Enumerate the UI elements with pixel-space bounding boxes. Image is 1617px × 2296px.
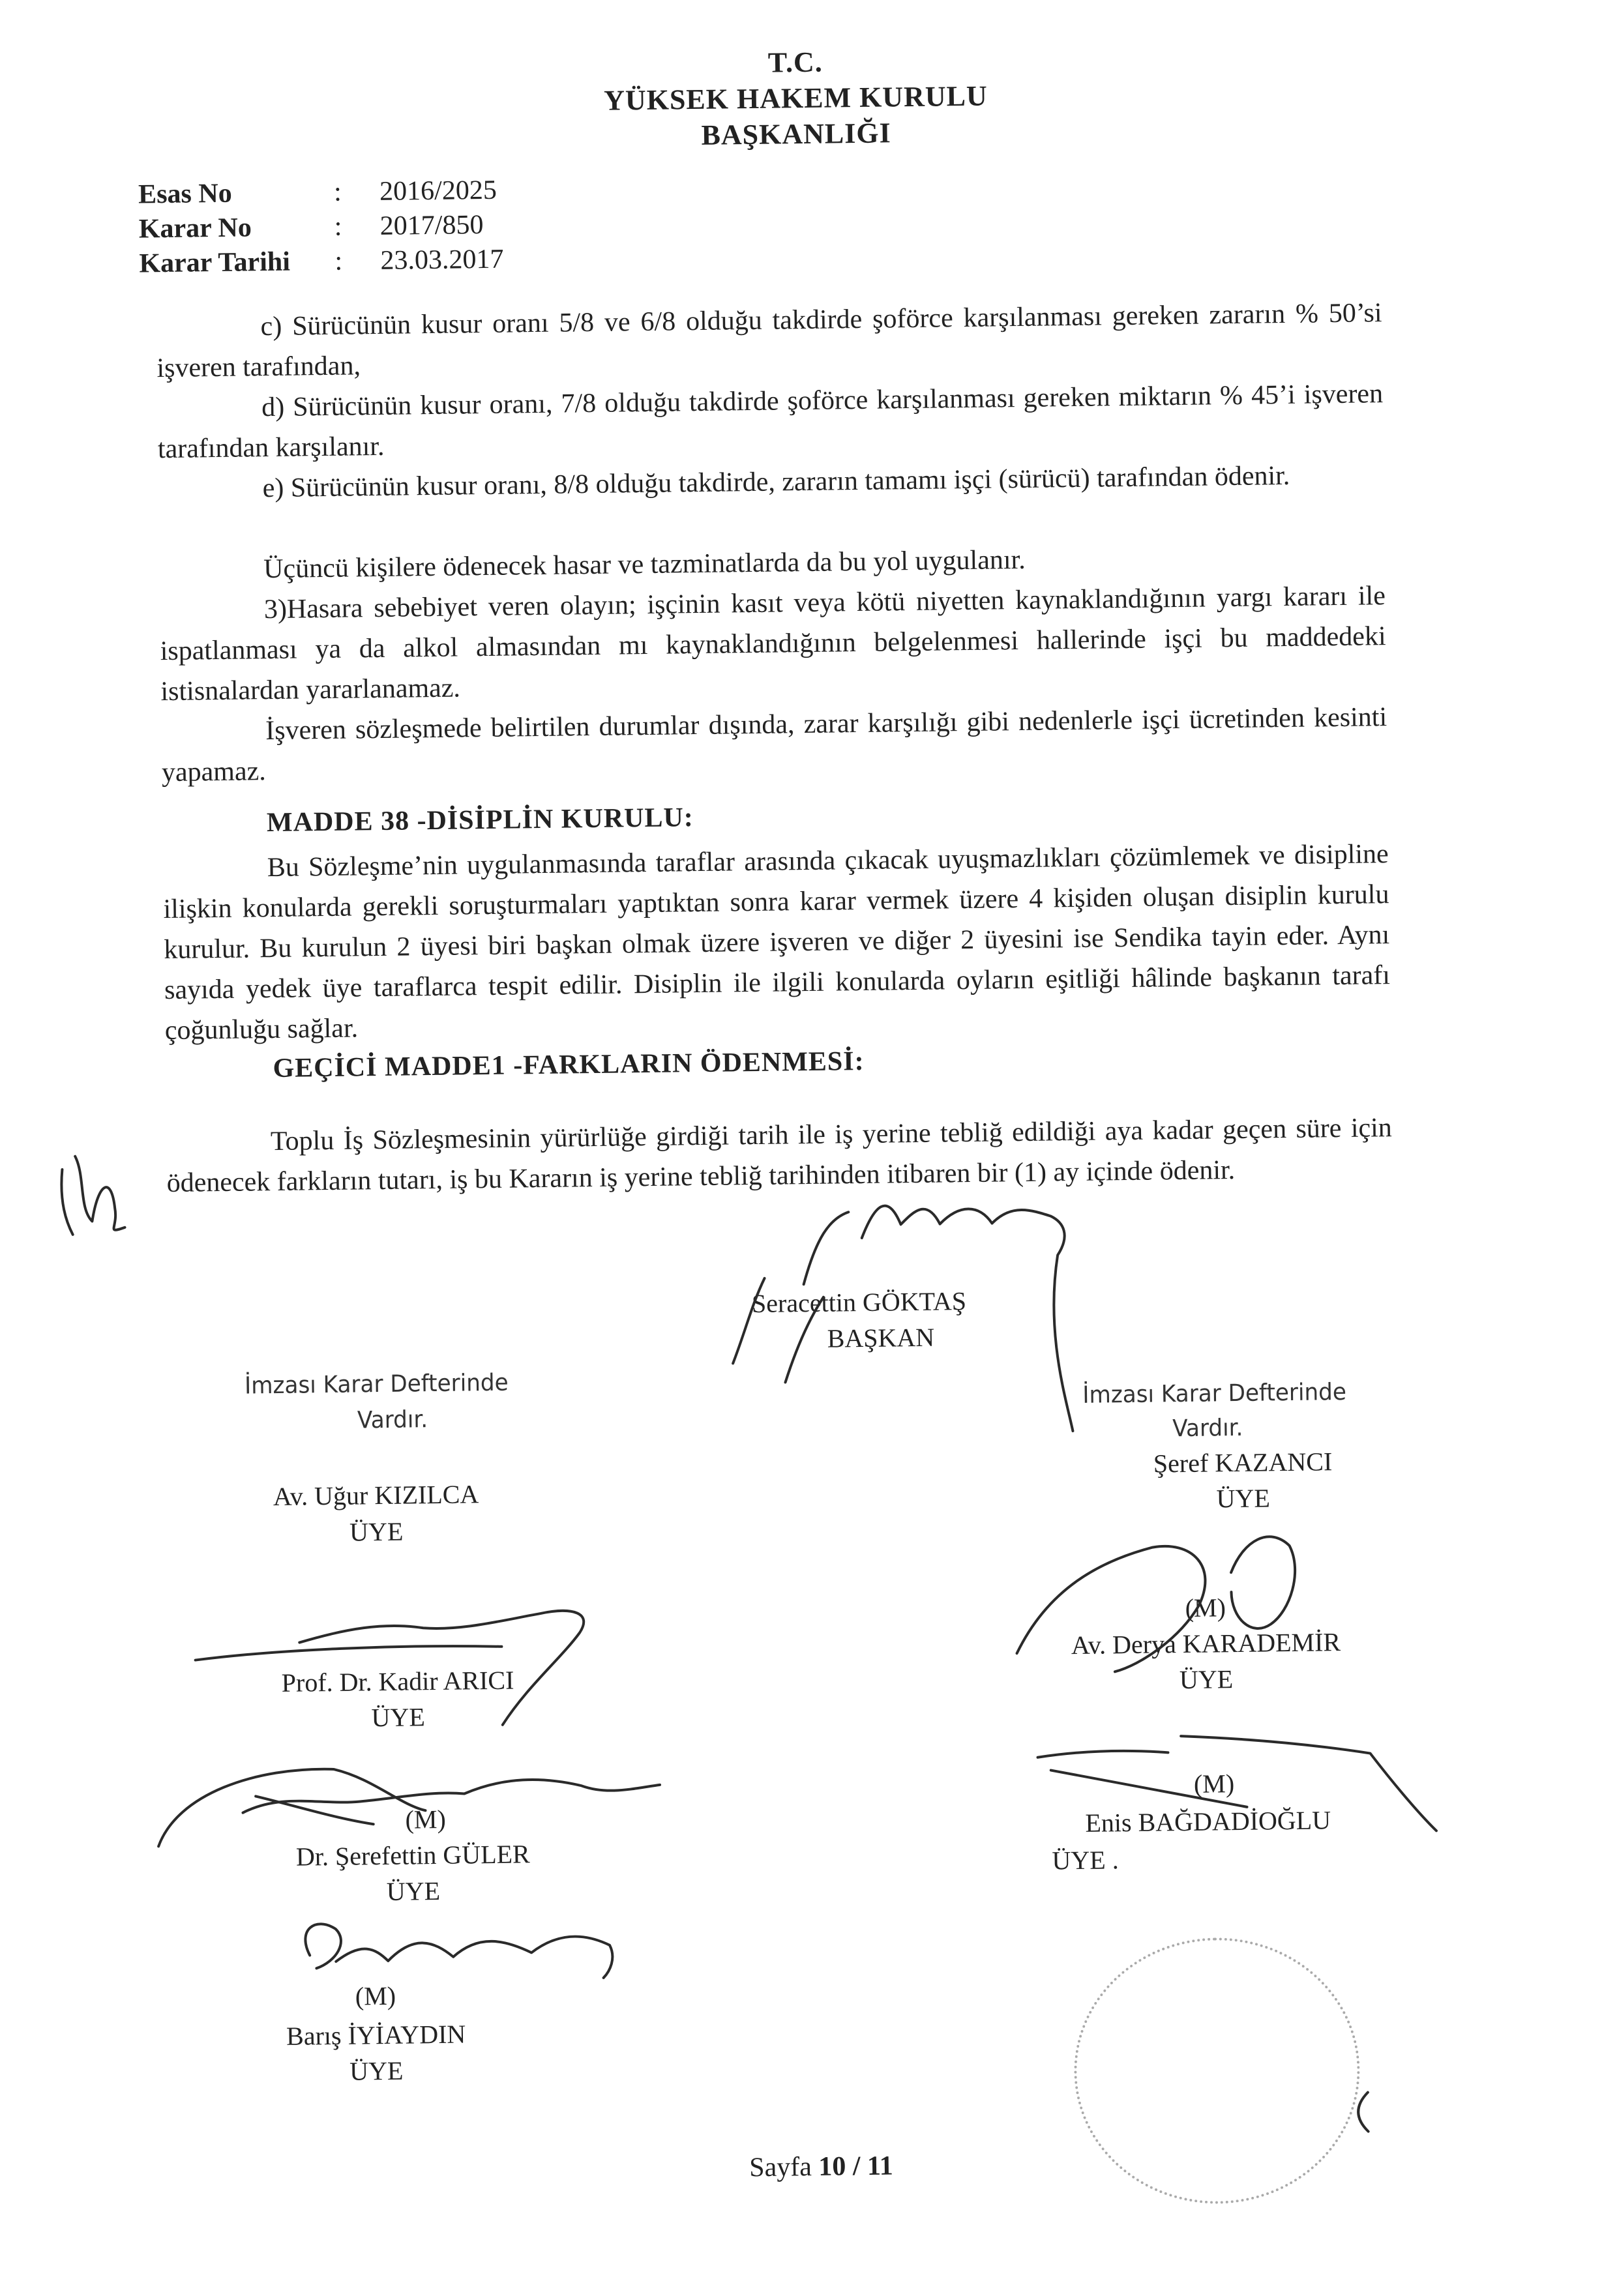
meta-value: 2017/850 xyxy=(379,209,484,241)
meta-label: Karar Tarihi xyxy=(139,246,291,279)
enis-name: Enis BAĞDADİOĞLU xyxy=(1085,1805,1331,1838)
paragraph-c: c) Sürücünün kusur oranı 5/8 ve 6/8 olduğu takdirde şoförce karşılanması gereken zararın % 50’si işveren tarafından, xyxy=(156,298,1382,384)
meta-value: 23.03.2017 xyxy=(380,244,504,276)
enis-role: ÜYE . xyxy=(1052,1845,1119,1876)
serefettin-role: ÜYE xyxy=(386,1876,441,1906)
kadir-role: ÜYE xyxy=(371,1702,426,1733)
meta-esas xyxy=(138,175,497,211)
enis-mark: (M) xyxy=(1193,1769,1235,1799)
meta-colon: : xyxy=(334,211,342,242)
seref-kazanci-name: Şeref KAZANCI xyxy=(1153,1447,1333,1479)
baris-signature xyxy=(305,1921,613,1982)
meta-karar xyxy=(139,209,484,244)
gecici-title: GEÇİCİ MADDE1 -FARKLARIN ÖDENMESİ: xyxy=(273,1046,865,1084)
header-tc: T.C. xyxy=(767,46,823,79)
meta-label: Esas No xyxy=(138,178,232,210)
margin-initials xyxy=(61,1156,125,1235)
seal-mark xyxy=(1358,2093,1369,2132)
header-institution: YÜKSEK HAKEM KURULU xyxy=(603,80,988,117)
stamp-left-line2: Vardır. xyxy=(357,1406,428,1434)
baris-role: ÜYE xyxy=(349,2055,404,2086)
meta-colon: : xyxy=(333,177,342,207)
page-number xyxy=(749,2151,893,2184)
page-prefix: Sayfa xyxy=(749,2152,812,2183)
madde38-text: Bu Sözleşme’nin uygulanmasında taraflar arasında çıkacak uyuşmazlıkları çözümlemek ve disipline ilişkin konularda gerekli soruşturmaları yaptıktan sonra karar vermek üzere 4 kişiden oluşan disiplin kurulu kurulur. Bu kurulun 2 üyesi biri başkan olmak üzere işveren ve diğer 2 üyesini ise Sendika tayin eder. Aynı sayıda yedek üye taraflarca tespit edilir. Disiplin ile ilgili konularda oyların eşitliği hâlinde başkanın tarafı çoğunluğu sağlar. xyxy=(163,839,1391,1046)
stamp-left-line1: İmzası Karar Defterinde xyxy=(244,1369,509,1400)
stamp-right-line2: Vardır. xyxy=(1172,1414,1243,1443)
serefettin-name: Dr. Şerefettin GÜLER xyxy=(295,1839,530,1872)
chair-signature xyxy=(731,1203,1073,1435)
paragraph-3: 3)Hasara sebebiyet veren olayın; işçinin kasıt veya kötü niyetten kaynaklandığının yargı kararı ile ispatlanması ya da alkol almasından mı kaynaklandığının belgelenmesi hallerinde işçi bu maddedeki istisnalardan yararlanamaz. xyxy=(160,581,1386,707)
ugur-name: Av. Uğur KIZILCA xyxy=(273,1479,479,1512)
meta-value: 2016/2025 xyxy=(379,175,497,207)
gecici-text: Toplu İş Sözleşmesinin yürürlüğe girdiği tarih ile iş yerine tebliğ edildiği aya kadar geçen süre için ödenecek farkların tutarı, iş bu Kararın iş yerine tebliğ tarihinden itibaren bir (1) ay içinde ödenir. xyxy=(166,1113,1393,1199)
baris-name: Barış İYİAYDIN xyxy=(286,2019,466,2051)
serefettin-mark: (M) xyxy=(405,1804,447,1834)
chair-role: BAŞKAN xyxy=(827,1322,935,1353)
meta-label: Karar No xyxy=(138,213,252,244)
derya-role: ÜYE xyxy=(1179,1664,1234,1695)
madde38-title: MADDE 38 -DİSİPLİN KURULU: xyxy=(266,802,694,838)
meta-tarih xyxy=(139,244,504,280)
page-value: 10 / 11 xyxy=(818,2151,893,2182)
paragraph-e: e) Sürücünün kusur oranı, 8/8 olduğu takdirde, zararın tamamı işçi (sürücü) tarafından ödenir. xyxy=(262,460,1290,504)
stamp-right-line1: İmzası Karar Defterinde xyxy=(1082,1378,1347,1409)
baris-mark: (M) xyxy=(355,1980,396,2011)
seref-kazanci-role: ÜYE xyxy=(1216,1483,1271,1514)
derya-name: Av. Derya KARADEMİR xyxy=(1071,1627,1341,1660)
ugur-role: ÜYE xyxy=(349,1516,404,1547)
paragraph-employer: İşveren sözleşmede belirtilen durumlar dışında, zarar karşılığı gibi nedenlerle işçi ücretinden kesinti yapamaz. xyxy=(161,702,1387,788)
derya-mark: (M) xyxy=(1185,1593,1226,1623)
paragraph-third-parties: Üçüncü kişilere ödenecek hasar ve tazminatlarda da bu yol uygulanır. xyxy=(263,544,1026,585)
official-seal xyxy=(1073,1936,1361,2205)
chair-name: Seracettin GÖKTAŞ xyxy=(751,1286,967,1319)
kadir-name: Prof. Dr. Kadir ARICI xyxy=(281,1665,514,1698)
header-presidency: BAŞKANLIĞI xyxy=(701,117,891,151)
meta-colon: : xyxy=(334,246,343,276)
paragraph-d: d) Sürücünün kusur oranı, 7/8 olduğu takdirde şoförce karşılanması gereken miktarın % 45’i işveren tarafından karşılanır. xyxy=(157,379,1384,465)
